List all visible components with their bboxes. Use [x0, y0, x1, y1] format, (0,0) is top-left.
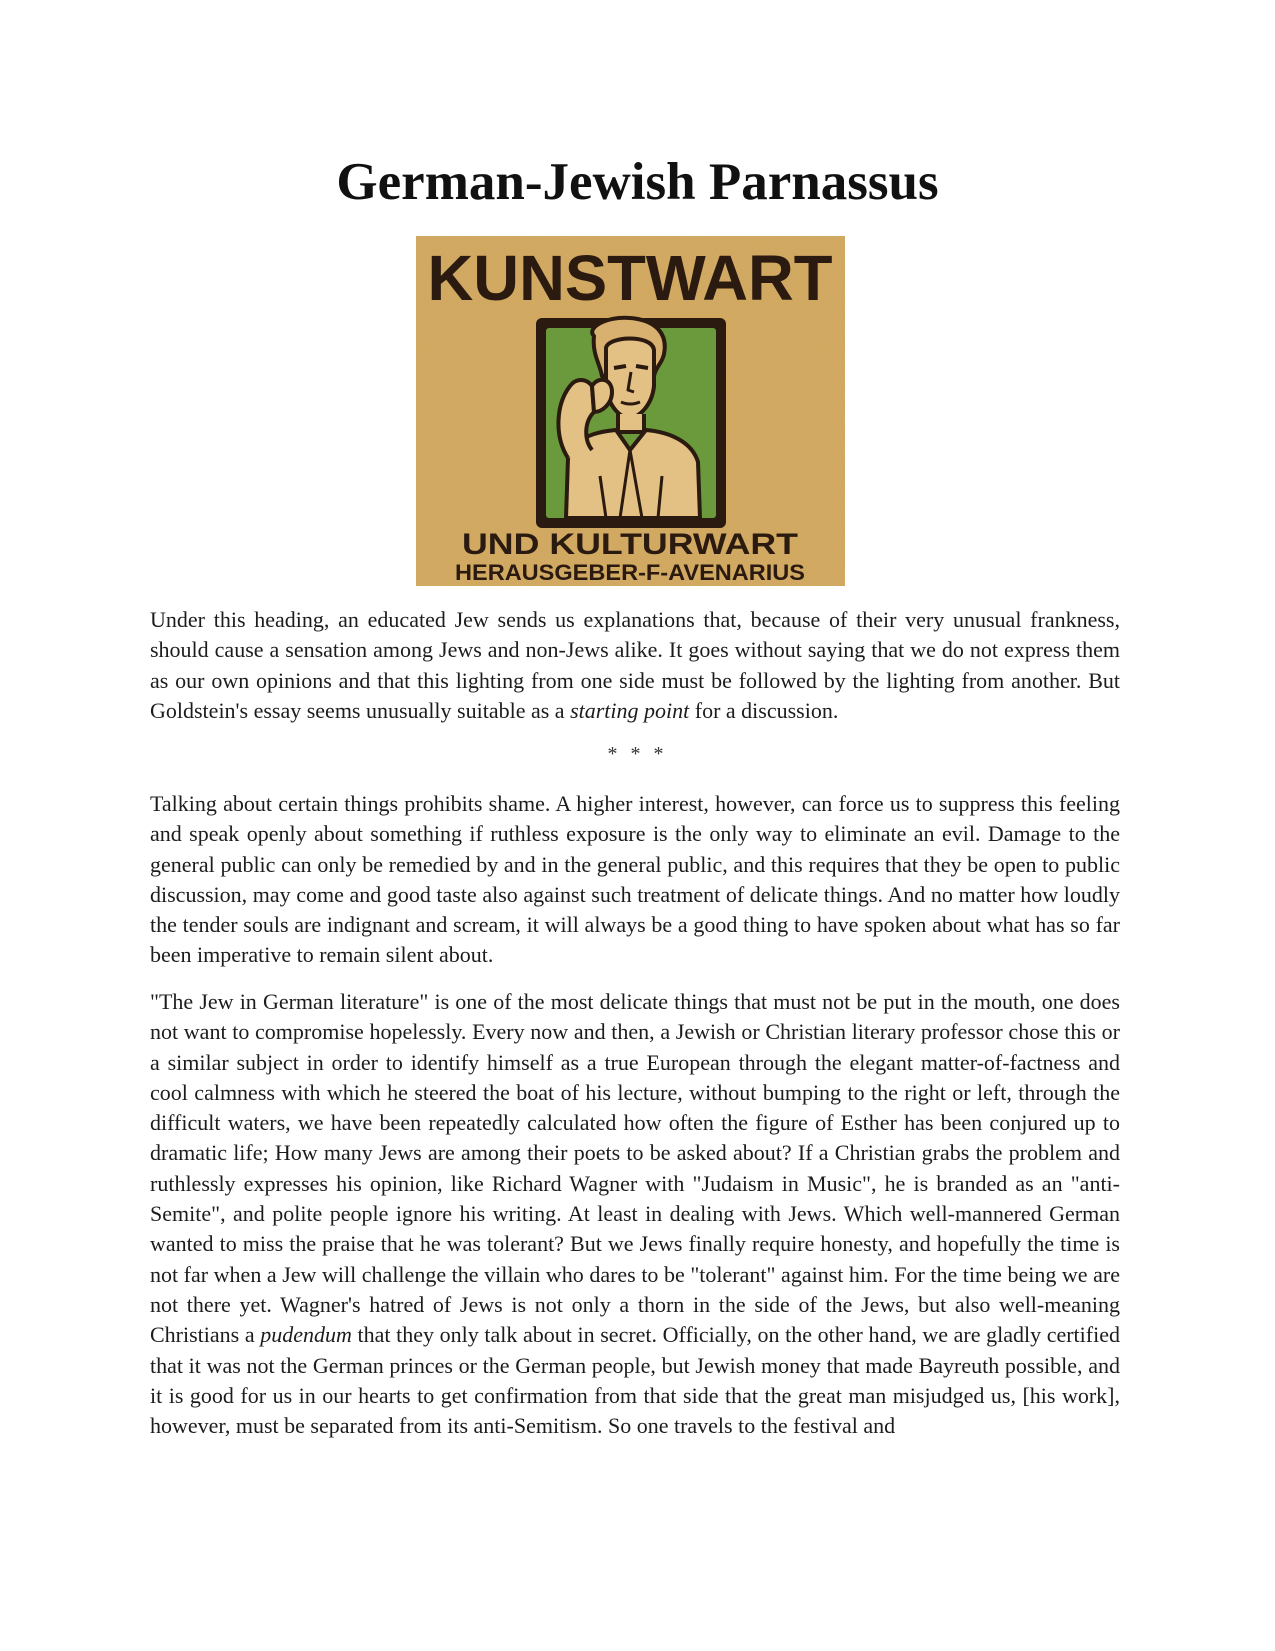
body-paragraph-2-italic-word: pudendum	[260, 1322, 352, 1348]
cover-publisher-line: HERAUSGEBER-F-AVENARIUS	[455, 560, 805, 585]
body-paragraph-2	[150, 987, 1120, 1467]
kunstwart-cover-image	[416, 236, 845, 586]
page-title: German-Jewish Parnassus	[336, 153, 939, 211]
cover-masthead-bottom: UND KULTURWART	[462, 528, 798, 561]
intro-italic-phrase: starting point	[570, 697, 690, 723]
intro-text-end: for a discussion.	[689, 697, 839, 723]
body-paragraph-1-text: Talking about certain things prohibits shame. A higher interest, however, can force us to suppress this feeling and speak openly about something if ruthless exposure is the only way to eliminate an evil. Damage to the general public can only be remedied by and in the general public, and this requires that they be open to public discussion, may come and good taste also against such treatment of delicate things. And no matter how loudly the tender souls are indignant and scream, it will always be a good thing to have spoken about what has so far been imperative to remain silent about.	[150, 791, 1120, 968]
intro-paragraph	[150, 605, 1120, 726]
body-paragraph-1	[150, 789, 1120, 971]
body-paragraph-2-text-end: that they only talk about in secret. Officially, on the other hand, we are gladly certified that it was not the German princes or the German people, but Jewish money that made Bayreuth possible, and it is good for us in our hearts to get confirmation from that side that the great man misjudged us, [his work], however, must be separated from its anti-Semitism. So one travels to the festival and	[150, 1322, 1120, 1439]
cover-masthead-top: KUNSTWART	[427, 242, 833, 314]
intro-text-start: Under this heading, an educated Jew sends us explanations that, because of their very unusual frankness, should cause a sensation among Jews and non-Jews alike. It goes without saying that we do not express them as our own opinions and that this lighting from one side must be followed by the lighting from another. But Goldstein's essay seems unusually suitable as a	[150, 607, 1120, 723]
section-separator: * * *	[607, 743, 668, 765]
body-paragraph-2-text-start: "The Jew in German literature" is one of the most delicate things that must not be put in the mouth, one does not want to compromise hopelessly. Every now and then, a Jewish or Christian literary professor chose this or a similar subject in order to identify himself as a true European through the elegant matter-of-factness and cool calmness with which he steered the boat of his lecture, without bumping to the right or left, through the difficult waters, we have been repeatedly calculated how often the figure of Esther has been conjured up to dramatic life; How many Jews are among their poets to be asked about? If a Christian grabs the problem and ruthlessly expresses his opinion, like Richard Wagner with "Judaism in Music", he is branded as an "anti-Semite", and polite people ignore his writing. At least in dealing with Jews. Which well-mannered German wanted to miss the praise that he was tolerant? But we Jews finally require honesty, and hopefully the time is not far when a Jew will challenge the villain who dares to be "tolerant" against him. For the time being we are not there yet. Wagner's hatred of Jews is not only a thorn in the side of the Jews, but also well-meaning Christians a	[150, 989, 1120, 1348]
